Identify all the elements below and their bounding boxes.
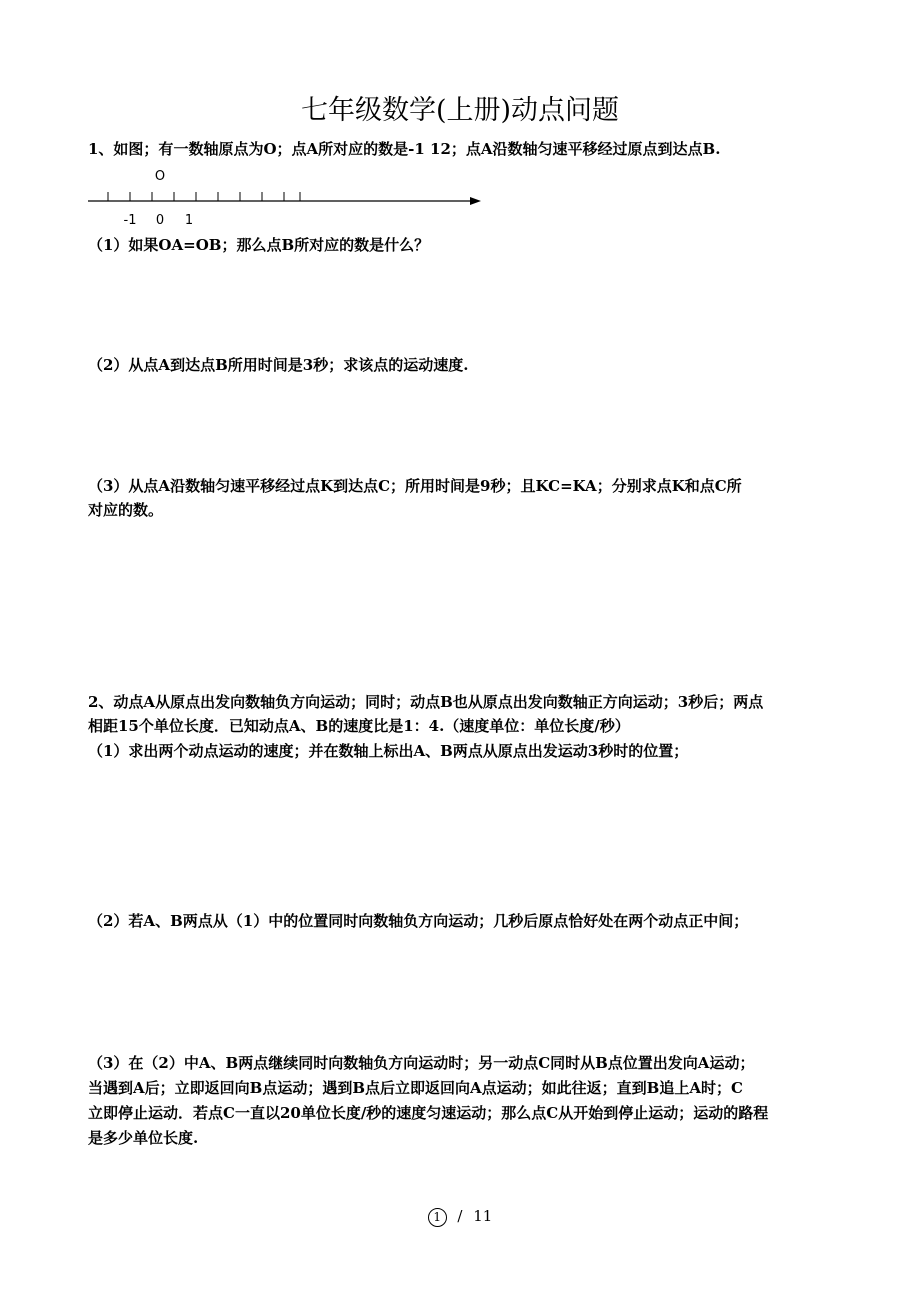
problem2-question3-line3: 立即停止运动．若点C一直以20单位长度/秒的速度匀速运动；那么点C从开始到停止运动；运动的路程	[88, 1104, 769, 1122]
problem1-question2: （2）从点A到达点B所用时间是3秒；求该点的运动速度.	[88, 356, 469, 374]
problem2-question2: （2）若A、B两点从（1）中的位置同时向数轴负方向运动；几秒后原点恰好处在两个动点正中间；	[88, 912, 749, 930]
problem1-question3-line1: （3）从点A沿数轴匀速平移经过点K到达点C；所用时间是9秒；且KC=KA；分别求点K和点C所	[88, 477, 742, 495]
page-indicator	[0, 1207, 920, 1227]
problem2-question3-line4: 是多少单位长度.	[88, 1129, 199, 1147]
number-line-figure	[0, 0, 920, 240]
problem2-question3-line1: （3）在（2）中A、B两点继续同时向数轴负方向运动时；另一动点C同时从B点位置出发向A运动；	[88, 1054, 755, 1072]
problem2-intro-line1: 2、动点A从原点出发向数轴负方向运动；同时；动点B也从原点出发向数轴正方向运动；3秒后；两点	[88, 693, 764, 711]
problem1-intro: 1、如图；有一数轴原点为O；点A所对应的数是-1 12；点A沿数轴匀速平移经过原点到达点B.	[88, 140, 721, 158]
axis-arrow	[470, 197, 481, 205]
problem2-question1: （1）求出两个动点运动的速度；并在数轴上标出A、B两点从原点出发运动3秒时的位置；	[88, 742, 689, 760]
tick-label: -1	[123, 213, 137, 228]
origin-label: O	[154, 169, 166, 184]
current-page-number: 1	[428, 1208, 447, 1227]
tick-label: 1	[184, 213, 194, 228]
page-separator: /	[457, 1207, 463, 1225]
problem2-question3-line2: 当遇到A后；立即返回向B点运动；遇到B点后立即返回向A点运动；如此往返；直到B追上A时；C	[88, 1079, 743, 1097]
tick-label: 0	[155, 213, 165, 228]
problem1-question3-line2: 对应的数。	[88, 501, 164, 519]
problem2-intro-line2: 相距15个单位长度．已知动点A、B的速度比是1：4.（速度单位：单位长度/秒）	[88, 717, 630, 735]
page-title: 七年级数学(上册)动点问题	[300, 95, 620, 126]
problem1-question1: （1）如果OA=OB；那么点B所对应的数是什么？	[88, 236, 430, 254]
total-pages: 11	[473, 1207, 493, 1225]
